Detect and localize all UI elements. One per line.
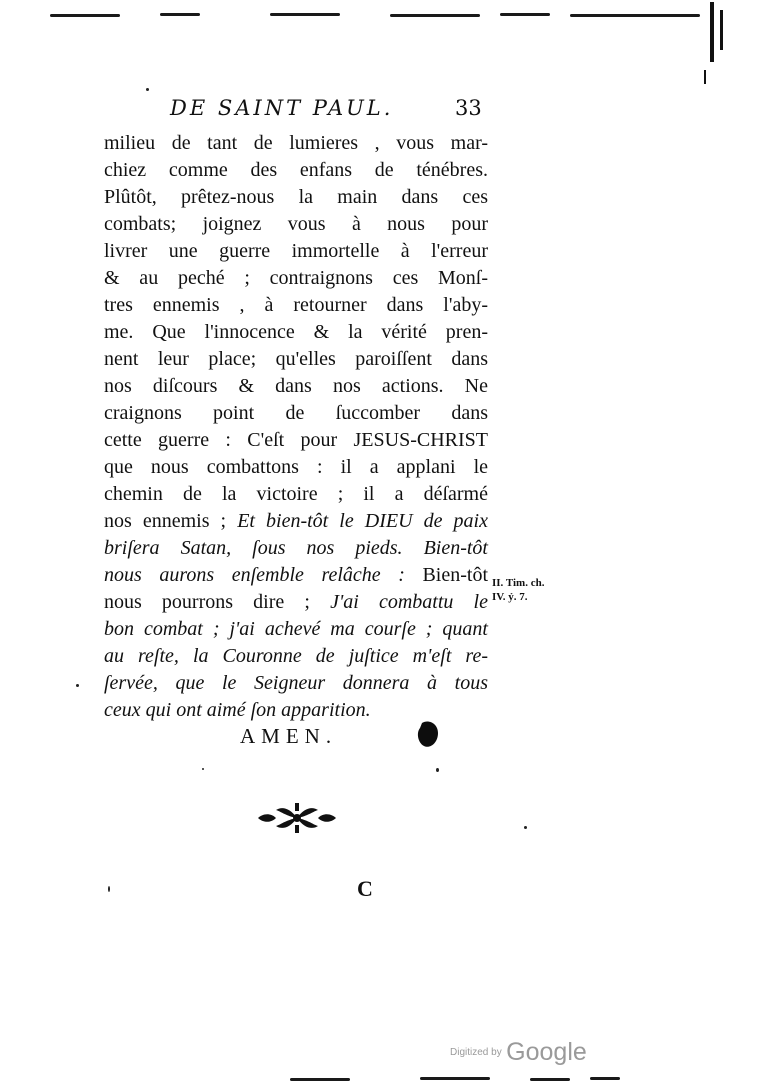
text-segment: me. Que l'innocence & la vérité pren- (104, 321, 488, 343)
text-segment: Plûtôt, prêtez-nous la main dans ces (104, 186, 488, 208)
marginal-note (492, 576, 552, 604)
watermark-brand-logo: Google (506, 1038, 587, 1066)
printer-ornament (254, 800, 340, 836)
watermark-prefix: Digitized by (450, 1047, 502, 1058)
marginal-note-line: II. Tim. ch. (492, 577, 545, 589)
text-segment: nos ennemis ; (104, 510, 238, 532)
dust-speck (436, 768, 439, 772)
text-line (104, 211, 488, 238)
text-line (104, 643, 488, 670)
italic-text-segment: briſera Satan, ſous nos pieds. Bien-tôt (104, 537, 488, 559)
text-line (104, 400, 488, 427)
italic-text-segment: Et bien-tôt le DIEU de paix (237, 510, 488, 532)
italic-text-segment: ſervée, que le Seigneur donnera à tous (104, 672, 488, 694)
text-line (104, 616, 488, 643)
running-header (170, 96, 500, 130)
text-line (104, 184, 488, 211)
page-number: 33 (455, 96, 482, 120)
text-line (104, 535, 488, 562)
text-segment: Bien-tôt (422, 564, 488, 586)
scan-edge-bottom (270, 1076, 630, 1082)
text-line (104, 670, 488, 697)
marginal-note-line: IV. ỷ. 7. (492, 591, 528, 603)
amen-heading: AMEN. (240, 724, 338, 748)
text-segment: nent leur place; qu'elles paroiſſent dans (104, 348, 488, 370)
body-text (104, 130, 488, 724)
italic-text-segment: ceux qui ont aimé ſon apparition. (104, 699, 371, 721)
text-line (104, 238, 488, 265)
text-line (104, 157, 488, 184)
text-line (104, 454, 488, 481)
ink-blot (416, 719, 440, 749)
signature-mark: C (357, 876, 373, 901)
dust-speck (108, 886, 110, 892)
text-line (104, 265, 488, 292)
scan-edge-top (40, 12, 730, 18)
italic-text-segment: au reſte, la Couronne de juſtice m'eſt re- (104, 645, 488, 667)
italic-text-segment: nous aurons enſemble relâche : (104, 564, 423, 586)
text-segment: milieu de tant de lumieres , vous mar- (104, 132, 488, 154)
text-segment: que nous combattons : il a applani le (104, 456, 488, 478)
running-head-title: DE SAINT PAUL. (170, 96, 394, 120)
text-segment: & au peché ; contraignons ces Monſ- (104, 267, 488, 289)
text-line (104, 427, 488, 454)
text-segment: chemin de la victoire ; il a déſarmé (104, 483, 488, 505)
dust-speck (202, 768, 204, 770)
text-segment: tres ennemis , à retourner dans l'aby- (104, 294, 488, 316)
text-line (104, 508, 488, 535)
text-line (104, 319, 488, 346)
text-line (104, 481, 488, 508)
dust-speck (524, 826, 527, 829)
text-segment: nos diſcours & dans nos actions. Ne (104, 375, 488, 397)
text-segment: craignons point de ſuccomber dans (104, 402, 488, 424)
text-line (104, 292, 488, 319)
text-line (104, 346, 488, 373)
digitized-watermark (450, 1038, 587, 1066)
text-line (104, 373, 488, 400)
text-segment: combats; joignez vous à nous pour (104, 213, 488, 235)
text-line (104, 562, 488, 589)
text-segment: nous pourrons dire ; (104, 591, 331, 613)
text-segment: livrer une guerre immortelle à l'erreur (104, 240, 488, 262)
text-segment: cette guerre : C'eſt pour JESUS-CHRIST (104, 429, 488, 451)
italic-text-segment: J'ai combattu le (330, 591, 488, 613)
scan-edge-right (700, 0, 730, 90)
text-segment: chiez comme des enfans de ténébres. (104, 159, 488, 181)
text-line (104, 589, 488, 616)
text-line (104, 130, 488, 157)
italic-text-segment: bon combat ; j'ai achevé ma courſe ; quant (104, 618, 488, 640)
dust-speck (146, 88, 149, 91)
dust-speck (76, 684, 79, 687)
